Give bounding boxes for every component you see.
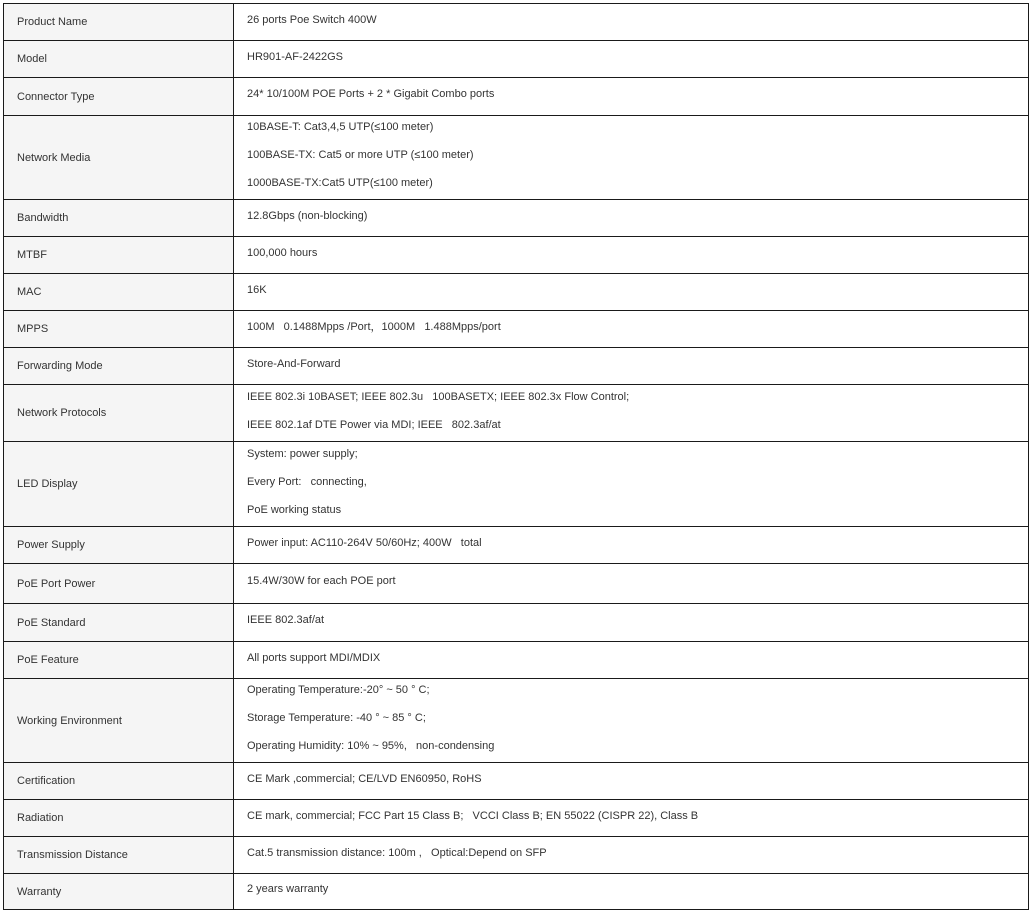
table-row [4, 200, 1029, 237]
spec-value [234, 527, 1029, 564]
table-row [4, 4, 1029, 41]
table-row [4, 385, 1029, 442]
spec-label: Warranty [4, 874, 234, 910]
spec-label: MAC [4, 274, 234, 311]
spec-value-line: IEEE 802.1af DTE Power via MDI; IEEE 802.3af/at [247, 418, 501, 431]
spec-value-line: Operating Humidity: 10% ~ 95%, non-condensing [247, 740, 495, 752]
spec-value-line: Store-And-Forward [247, 357, 341, 370]
spec-label: Transmission Distance [4, 837, 234, 874]
spec-value [234, 311, 1029, 348]
spec-label: Network Protocols [4, 385, 234, 442]
spec-value [234, 763, 1029, 800]
spec-label: Working Environment [4, 679, 234, 763]
table-row [4, 116, 1029, 200]
table-row [4, 442, 1029, 527]
spec-label: Connector Type [4, 78, 234, 116]
spec-value-line: 100BASE-TX: Cat5 or more UTP (≤100 meter) [247, 149, 474, 161]
spec-value-line: 24* 10/100M POE Ports + 2 * Gigabit Combo ports [247, 88, 495, 100]
spec-value-line: 2 years warranty [247, 883, 329, 895]
spec-value [234, 837, 1029, 874]
spec-label: Certification [4, 763, 234, 800]
spec-label: Model [4, 41, 234, 78]
table-row [4, 348, 1029, 385]
spec-value [234, 874, 1029, 910]
table-row [4, 527, 1029, 564]
table-row [4, 679, 1029, 763]
spec-label: Power Supply [4, 527, 234, 564]
table-row [4, 763, 1029, 800]
spec-value-line: Cat.5 transmission distance: 100m , Optical:Depend on SFP [247, 846, 547, 859]
spec-value-line: System: power supply; [247, 447, 358, 460]
spec-value [234, 4, 1029, 41]
spec-label: Network Media [4, 116, 234, 200]
table-row [4, 237, 1029, 274]
spec-label: PoE Port Power [4, 564, 234, 604]
spec-value [234, 642, 1029, 679]
table-row [4, 274, 1029, 311]
spec-value-line: CE Mark ,commercial; CE/LVD EN60950, RoHS [247, 772, 482, 785]
table-row [4, 874, 1029, 910]
spec-value [234, 348, 1029, 385]
spec-value-line: 1000BASE-TX:Cat5 UTP(≤100 meter) [247, 177, 433, 189]
spec-value-line: PoE working status [247, 503, 342, 516]
spec-value-line: All ports support MDI/MDIX [247, 651, 381, 664]
spec-value-line: 12.8Gbps (non-blocking) [247, 209, 368, 222]
spec-value-line: 10BASE-T: Cat3,4,5 UTP(≤100 meter) [247, 121, 434, 133]
spec-label: Bandwidth [4, 200, 234, 237]
spec-value [234, 78, 1029, 116]
spec-value-line: 15.4W/30W for each POE port [247, 575, 396, 587]
spec-value [234, 116, 1029, 200]
table-row [4, 642, 1029, 679]
spec-value-line: Storage Temperature: -40 ° ~ 85 ° C; [247, 712, 426, 724]
spec-label: MTBF [4, 237, 234, 274]
table-row [4, 604, 1029, 642]
spec-value [234, 274, 1029, 311]
spec-value [234, 41, 1029, 78]
spec-value-line: IEEE 802.3i 10BASET; IEEE 802.3u 100BASETX; IEEE 802.3x Flow Control; [247, 390, 630, 403]
table-row [4, 800, 1029, 837]
spec-value-line: Operating Temperature:-20° ~ 50 ° C; [247, 684, 430, 696]
spec-value [234, 200, 1029, 237]
table-row [4, 78, 1029, 116]
spec-value [234, 442, 1029, 527]
spec-label: Radiation [4, 800, 234, 837]
spec-value [234, 385, 1029, 442]
spec-label: Product Name [4, 4, 234, 41]
table-row [4, 564, 1029, 604]
spec-value-line: Every Port: connecting, [247, 475, 367, 488]
spec-value-line: 16K [247, 283, 267, 296]
table-row [4, 41, 1029, 78]
table-row [4, 837, 1029, 874]
spec-value [234, 679, 1029, 763]
spec-table-body [4, 4, 1029, 910]
spec-value [234, 604, 1029, 642]
spec-label: LED Display [4, 442, 234, 527]
spec-value-line: 100M 0.1488Mpps /Port，1000M 1.488Mpps/port [247, 320, 501, 333]
spec-value [234, 800, 1029, 837]
table-row [4, 311, 1029, 348]
spec-value-line: Power input: AC110-264V 50/60Hz; 400W total [247, 536, 482, 549]
spec-value-line: CE mark, commercial; FCC Part 15 Class B; VCCI Class B; EN 55022 (CISPR 22), Class B [247, 809, 699, 822]
spec-value-line: HR901-AF-2422GS [247, 50, 343, 63]
spec-value-line: 26 ports Poe Switch 400W [247, 13, 377, 26]
spec-table [3, 3, 1029, 910]
spec-value [234, 237, 1029, 274]
spec-value-line: IEEE 802.3af/at [247, 614, 325, 626]
spec-value-line: 100,000 hours [247, 246, 318, 259]
spec-label: PoE Feature [4, 642, 234, 679]
spec-label: MPPS [4, 311, 234, 348]
spec-label: PoE Standard [4, 604, 234, 642]
spec-label: Forwarding Mode [4, 348, 234, 385]
spec-value [234, 564, 1029, 604]
